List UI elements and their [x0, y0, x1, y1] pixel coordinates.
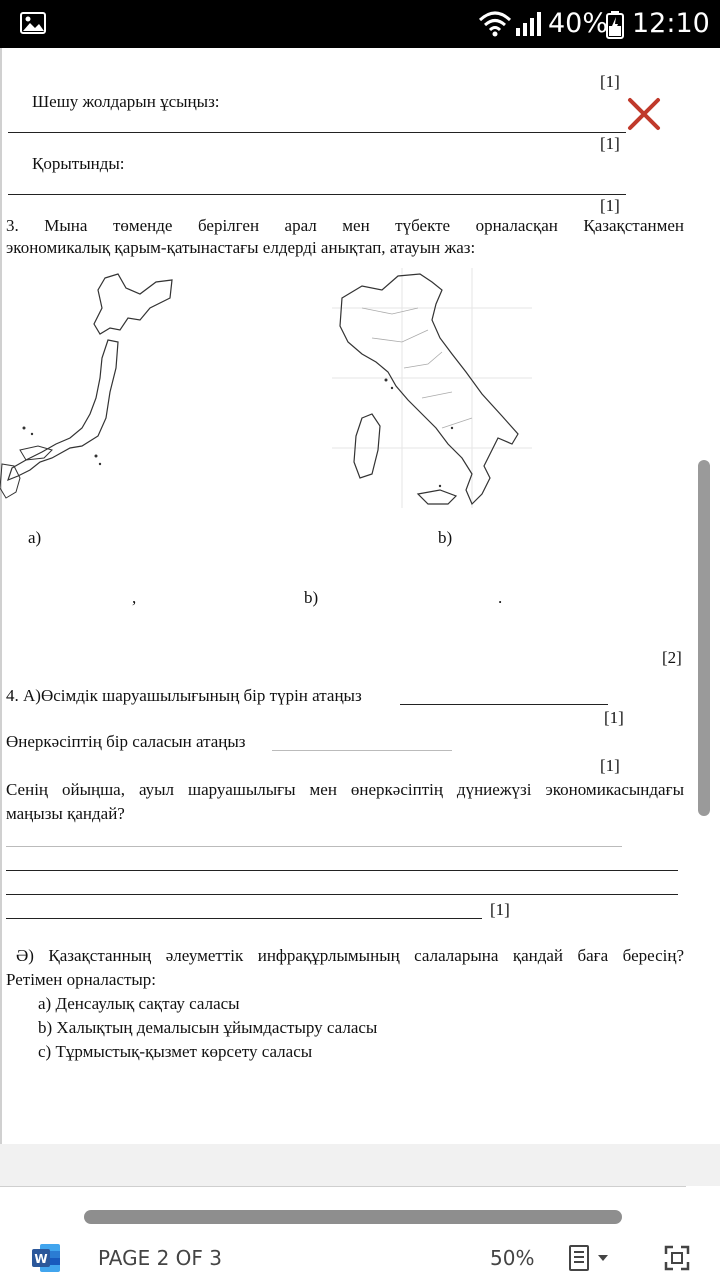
question-4b-text: Ә) Қазақстанның әлеуметтік инфрақұрлымының салаларына қандай баға бересің?	[16, 946, 684, 965]
answer-line	[6, 894, 678, 895]
answer-line	[6, 870, 678, 871]
mark: [2]	[662, 648, 682, 667]
answer-b-label: b)	[304, 588, 319, 607]
conclusion-label: Қорытынды:	[32, 154, 125, 173]
japan-map	[0, 268, 190, 508]
map-label-a: a)	[28, 528, 42, 547]
question-3-text-2: экономикалық қарым-қатынастағы елдерді анықтап, атауын жаз:	[6, 238, 476, 257]
wifi-icon	[478, 10, 512, 38]
question-4-opinion-text: Сенің ойыңша, ауыл шаруашылығы мен өнеркәсіптің дүниежүзі экономикасындағы	[6, 780, 684, 799]
answer-line	[6, 918, 482, 919]
battery-charging-icon	[606, 11, 624, 39]
answer-comma: ,	[132, 588, 137, 607]
horizontal-scrollbar[interactable]	[84, 1210, 622, 1224]
close-icon[interactable]	[626, 96, 662, 132]
status-bar	[0, 0, 720, 48]
gallery-icon	[20, 12, 46, 34]
answer-line	[8, 132, 626, 133]
mark: [1]	[600, 756, 620, 775]
question-4b-text-2: Ретімен орналастыр:	[6, 970, 157, 989]
list-item: b) Халықтың демалысын ұйымдастыру саласы	[38, 1018, 378, 1037]
question-4-industry-text: Өнеркәсіптің бір саласын атаңыз	[6, 732, 246, 751]
mark: [1]	[490, 900, 510, 919]
answer-dot: .	[498, 588, 503, 607]
mark: [1]	[600, 72, 620, 91]
answer-line	[272, 750, 452, 751]
vertical-scrollbar[interactable]	[698, 460, 710, 816]
question-4a-text: 4. А)Өсімдік шаруашылығының бір түрін атаңыз	[6, 686, 362, 705]
page-edge	[0, 48, 2, 1144]
bottom-toolbar	[0, 1236, 720, 1280]
list-item: a) Денсаулық сақтау саласы	[38, 994, 240, 1013]
clock: 12:10	[632, 8, 710, 39]
solutions-label: Шешу жолдарын ұсыңыз:	[32, 92, 220, 111]
question-4-opinion-text-2: маңызы қандай?	[6, 804, 125, 823]
fit-screen-icon[interactable]	[664, 1245, 690, 1271]
map-label-b: b)	[438, 528, 453, 547]
svg-text:W: W	[34, 1252, 48, 1266]
page-gap	[0, 1144, 720, 1186]
mark: [1]	[600, 134, 620, 153]
answer-line	[400, 704, 608, 705]
battery-percent: 40%	[548, 8, 609, 39]
page-indicator: PAGE 2 OF 3	[98, 1246, 223, 1270]
question-3-text: 3. Мына төменде берілген арал мен түбекте орналасқан Қазақстанмен	[6, 216, 684, 235]
mark: [1]	[604, 708, 624, 727]
view-mode-icon[interactable]	[568, 1245, 614, 1271]
signal-icon	[514, 10, 544, 38]
zoom-level[interactable]: 50%	[490, 1246, 535, 1270]
italy-map	[332, 268, 532, 508]
answer-line	[6, 846, 622, 847]
mark: [1]	[600, 196, 620, 215]
list-item: c) Тұрмыстық-қызмет көрсету саласы	[38, 1042, 313, 1061]
word-app-icon	[32, 1242, 62, 1274]
answer-line	[8, 194, 626, 195]
